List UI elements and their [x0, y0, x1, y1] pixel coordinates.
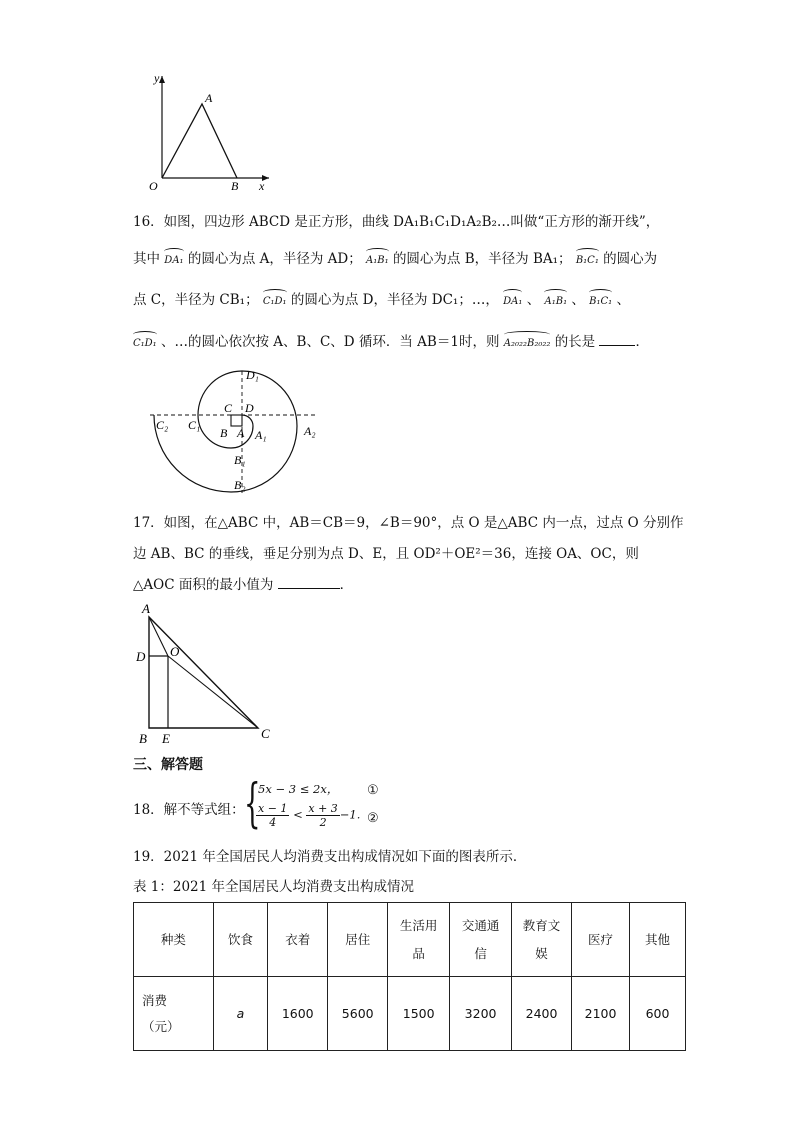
x-label: x [259, 179, 265, 193]
label-e: E [162, 731, 170, 746]
label-b: B [139, 731, 147, 746]
arc-a1b1-list: A₁B₁ [544, 289, 567, 311]
mark-2: ② [367, 811, 379, 826]
table-header-cell: 种类 [134, 903, 214, 977]
answer-blank-16 [599, 333, 635, 346]
label-c: C [224, 401, 233, 415]
label-a: A [142, 601, 150, 616]
label-b1: B₁ [234, 453, 246, 467]
label-c1: C₁ [188, 418, 201, 432]
label-d: D [136, 649, 146, 664]
point-b-label: B [231, 179, 239, 193]
arc-da1-list: DA₁ [503, 289, 522, 311]
table-cell: 1600 [268, 977, 328, 1051]
spiral-figure [140, 365, 340, 500]
table-cell: 600 [630, 977, 686, 1051]
triangle-abc [149, 617, 258, 728]
table-header-cell: 饮食 [213, 903, 267, 977]
table-header-cell: 其他 [630, 903, 686, 977]
q16-line3: 点 C，半径为 CB₁； C₁D₁ 的圆心为点 D，半径为 DC₁；…， DA₁ 、 A₁B₁ 、 B₁C₁ 、 [133, 289, 630, 311]
table-cell: 2100 [572, 977, 630, 1051]
table-cell: 2400 [512, 977, 572, 1051]
point-a-label: A [205, 91, 213, 105]
table-data-row [134, 977, 686, 1051]
label-a1: A₁ [255, 428, 267, 442]
label-a: A [237, 426, 245, 440]
label-d1: D₁ [246, 368, 259, 382]
origin-label: O [149, 179, 158, 193]
table-header-cell: 交通通 信 [450, 903, 512, 977]
table-cell: a [213, 977, 267, 1051]
triangle-axes-figure [145, 70, 275, 195]
table-cell: 1500 [388, 977, 450, 1051]
label-a2: A₂ [304, 424, 316, 438]
table-title: 表 1：2021 年全国居民人均消费支出构成情况 [133, 879, 415, 895]
q17-line3: △AOC 面积的最小值为 ． [133, 577, 354, 593]
label-b: B [220, 426, 228, 440]
section-heading: 三、解答题 [133, 757, 203, 773]
table-header-cell: 生活用 品 [388, 903, 450, 977]
right-triangle-figure [136, 600, 281, 748]
label-o: O [170, 644, 180, 659]
label-c2: C₂ [156, 418, 169, 432]
y-label: y [154, 71, 160, 85]
table-header-row [134, 903, 686, 977]
arc-b1c1-list: B₁C₁ [589, 289, 612, 311]
arc-a1b1: A₁B₁ [366, 248, 389, 270]
mark-1: ① [367, 783, 379, 798]
label-c: C [261, 726, 270, 741]
table-cell: 5600 [328, 977, 388, 1051]
answer-blank-17 [278, 576, 340, 589]
q17-line1: 17．如图，在△ABC 中，AB＝CB＝9，∠B＝90°，点 O 是△ABC 内一点，过点 O 分别作 [133, 515, 684, 531]
q16-line1: 16．如图，四边形 ABCD 是正方形，曲线 DA₁B₁C₁D₁A₂B₂…叫做“正方形的渐开线”， [133, 214, 660, 230]
arc-target: A₂₀₂₂B₂₀₂₂ [504, 331, 551, 353]
arc-da1: DA₁ [164, 248, 183, 270]
table-header-cell: 教育文 娱 [512, 903, 572, 977]
table-header-cell: 医疗 [572, 903, 630, 977]
table-cell: 3200 [450, 977, 512, 1051]
ineq-1: 5x − 3 ≤ 2x， [258, 782, 339, 796]
label-b2: B₂ [234, 478, 246, 492]
table-header-cell: 居住 [328, 903, 388, 977]
triangle-oab [162, 104, 237, 178]
table-header-cell: 衣着 [268, 903, 328, 977]
table-row-label: 消费 （元） [134, 977, 214, 1051]
q16-line2: 其中 DA₁ 的圆心为点 A，半径为 AD； A₁B₁ 的圆心为点 B，半径为 BA₁； B₁C₁ 的圆心为 [133, 248, 657, 270]
square-abcd [231, 415, 242, 426]
q18-label: 18．解不等式组： [133, 802, 245, 818]
q16-line4: C₁D₁ 、…的圆心依次按 A、B、C、D 循环．当 AB＝1时，则 A₂₀₂₂B₂₀₂₂ 的长是 ． [133, 331, 649, 353]
ineq-2: $\frac{x - 1}{4}$ < $\frac{x + 3}{2}$ −1. [258, 802, 361, 829]
q19-intro: 19．2021 年全国居民人均消费支出构成情况如下面的图表所示． [133, 849, 527, 865]
arc-c1d1-list: C₁D₁ [133, 331, 157, 353]
label-d: D [245, 401, 254, 415]
q17-line2: 边 AB、BC 的垂线，垂足分别为点 D、E，且 OD²＋OE²＝36，连接 OA、OC，则 [133, 546, 639, 562]
arc-c1d1: C₁D₁ [263, 289, 287, 311]
system-brace: { [244, 774, 261, 834]
consumption-table [133, 902, 686, 1051]
arc-b1c1: B₁C₁ [576, 248, 599, 270]
